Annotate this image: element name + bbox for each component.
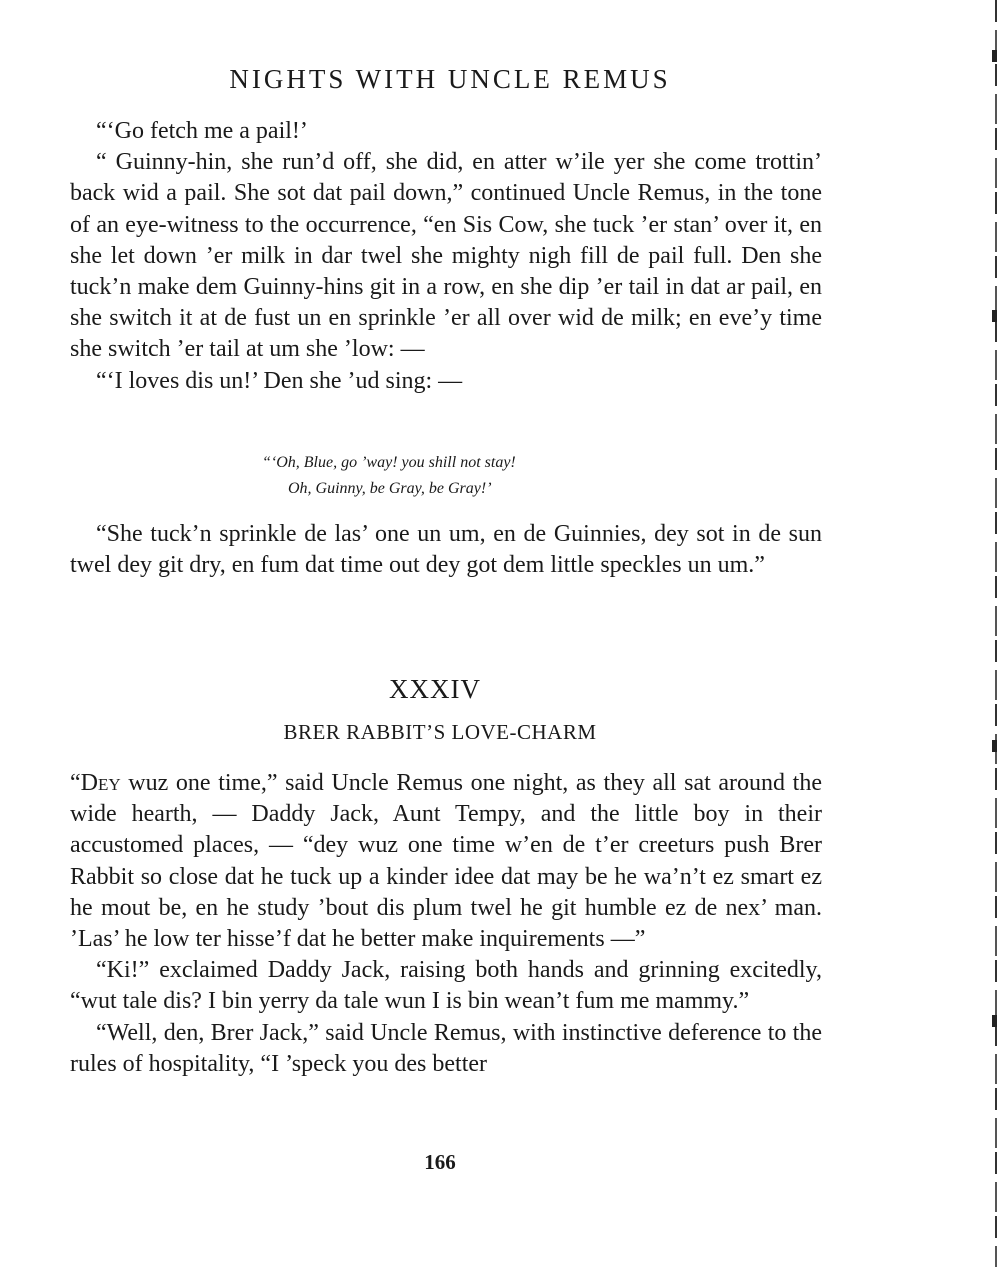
paragraph: “Well, den, Brer Jack,” said Uncle Remus, with instinctive deference to the rules of hospitality, “I ’speck you des better — [70, 1019, 822, 1077]
text-block-middle — [70, 519, 822, 581]
paragraph: “‘I loves dis un!’ Den she ’ud sing: — — [96, 367, 463, 394]
paragraph: “ Guinny-hin, she run’d off, she did, en atter w’ile yer she come trottin’ back wid a pail. She sot dat pail down,” continued Uncle Remus, in the tone of an eye-witness to the occurrence, “en Sis Cow, she tuck ’er stan’ over it, en she let down ’er milk in dar twel she mighty nigh fill de pail full. Den she tuck’n make dem Guinny-hins git in a row, en she dip ’er tail in dat ar pail, en she switch it at de fust un en sprinkle ’er all over wid de milk; en eve’y time she switch ’er tail at um she ’low: — — [70, 149, 822, 363]
edge-mark — [992, 50, 997, 62]
opening-quote: “ — [70, 770, 81, 796]
text-block-top — [70, 116, 822, 397]
running-header: NIGHTS WITH UNCLE REMUS — [229, 64, 671, 94]
opening-paragraph — [70, 768, 822, 955]
opening-paragraph-text: wuz one time,” said Uncle Remus one night, as they all sat around the wide hearth, — Daddy Jack, Aunt Tempy, and the little boy in their accustomed places, — “dey wuz one time w’en de t’er creeturs push Brer Rabbit so close dat he tuck up a kinder idee dat may be he wa’n’t ez smart ez he mout be, en he study ’bout dis plum twel he git humble ez de nex’ man. ’Las’ he low ter hisse’f dat he better make inquirements —” — [70, 770, 822, 953]
edge-mark — [992, 740, 997, 752]
text-block-chapter — [70, 768, 822, 1080]
paragraph: “She tuck’n sprinkle de las’ one un um, en de Guinnies, dey sot in de sun twel dey git dry, en fum dat time out dey got dem little speckles un um.” — [70, 521, 822, 579]
chapter-number: XXXIV — [389, 674, 481, 704]
edge-mark — [992, 310, 997, 322]
edge-mark — [992, 1015, 997, 1027]
paragraph: “Ki!” exclaimed Daddy Jack, raising both hands and grinning excitedly, “wut tale dis? I bin yerry da tale wun I is bin wean’t fum me mammy.” — [70, 957, 822, 1015]
page-number: 166 — [424, 1150, 456, 1174]
paragraph: “‘Go fetch me a pail!’ — [96, 118, 308, 144]
verse-line: “‘Oh, Blue, go ’way! you shill not stay! — [262, 454, 516, 471]
verse-line: Oh, Guinny, be Gray, be Gray!’ — [288, 480, 492, 497]
chapter-title: BRER RABBIT’S LOVE-CHARM — [283, 720, 597, 744]
page-edge-line — [995, 0, 997, 1267]
opening-word: Dey — [80, 770, 121, 796]
verse-stanza — [262, 450, 516, 502]
